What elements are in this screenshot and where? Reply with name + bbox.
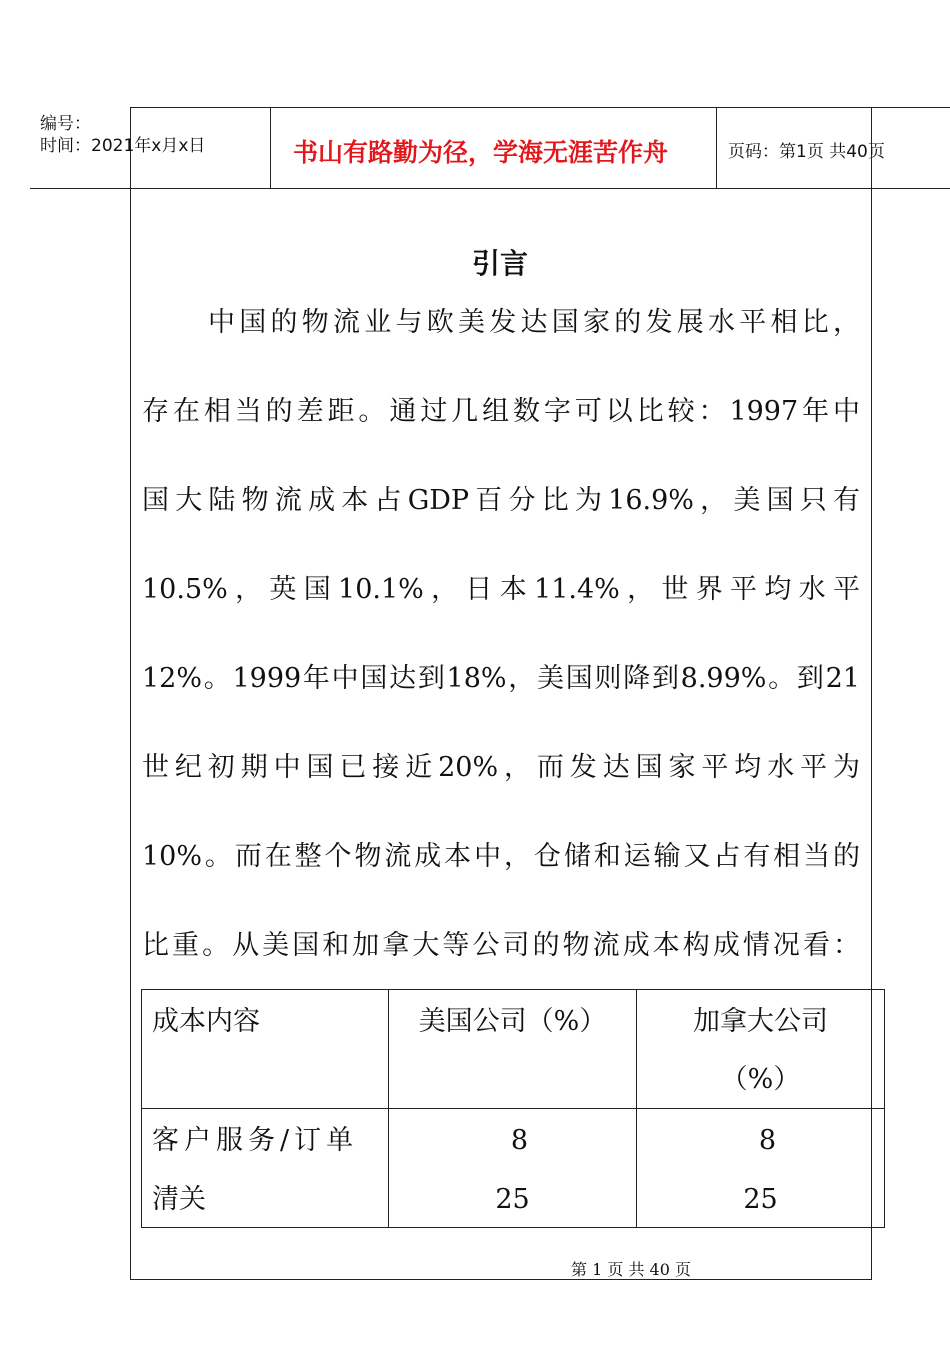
header-divider-2 [716,107,717,188]
paragraph-line: 世纪初期中国已接近20%，而发达国家平均水平为 [142,752,860,783]
paragraph-line: 比重。从美国和加拿大等公司的物流成本构成情况看： [142,930,860,961]
table-cell-item-line1: 客户服务/订单 [152,1125,359,1156]
table-rule-top [141,989,885,990]
paragraph-line: 10%。而在整个物流成本中，仓储和运输又占有相当的 [142,841,860,872]
header-top-rule [130,107,950,108]
header-bottom-rule [30,188,950,189]
page-frame-left [130,107,131,1280]
page-footer: 第 1 页 共 40 页 [571,1260,691,1279]
table-header-canada: 加拿大公司 [693,1006,828,1037]
paragraph-line: 国大陆物流成本占GDP百分比为16.9%，美国只有 [142,485,860,516]
table-cell-item-line2: 清关 [152,1184,206,1215]
paragraph-line: 10.5%，英国10.1%，日本11.4%，世界平均水平 [142,574,860,605]
intro-paragraph [142,278,860,990]
header-motto: 书山有路勤为径，学海无涯苦作舟 [293,138,669,167]
table-header-cost-item: 成本内容 [152,1006,260,1037]
table-cell-ca-line1: 8 [758,1125,777,1156]
header-divider-1 [270,107,271,188]
table-cell-us-line2: 25 [495,1184,530,1215]
header-page-code: 页码：第1页 共40页 [728,142,885,162]
table-cell-ca-line2: 25 [743,1184,778,1215]
table-header-us: 美国公司（%） [418,1006,607,1037]
document-time-label: 时间：2021年x月x日 [40,136,206,156]
table-col-line-0 [141,989,142,1228]
paragraph-line: 存在相当的差距。通过几组数字可以比较：1997年中 [142,396,860,427]
table-cell-us-line1: 8 [510,1125,529,1156]
page-frame-bottom [130,1279,872,1280]
table-header-canada-unit: （%） [720,1064,801,1095]
paragraph-line: 12%。1999年中国达到18%，美国则降到8.99%。到21 [142,663,860,694]
document-number-label: 编号： [40,114,91,134]
page-title: 引言 [472,247,529,280]
paragraph-line: 中国的物流业与欧美发达国家的发展水平相比， [208,307,860,338]
table-col-line-3 [884,989,885,1228]
